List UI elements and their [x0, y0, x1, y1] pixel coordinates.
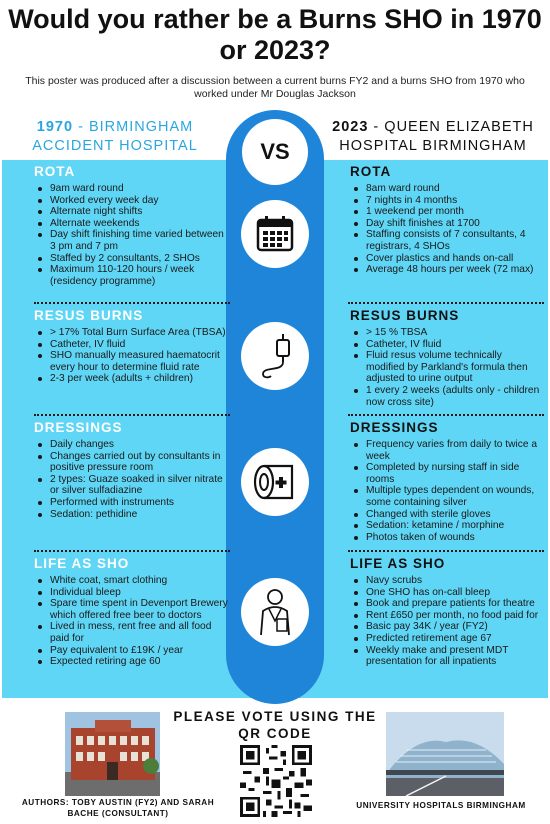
list-item: 9am ward round: [36, 183, 232, 195]
list-item: 1 weekend per month: [352, 206, 542, 218]
section-rota-1970: [36, 164, 232, 287]
section-resus-2023: [352, 308, 542, 408]
list-item: 2 types: Guaze soaked in silver nitrate or silver sulfadiazine: [36, 474, 232, 497]
list-item: Navy scrubs: [352, 575, 542, 587]
section-divider: [348, 302, 544, 304]
list-item: White coat, smart clothing: [36, 575, 232, 587]
list-item: Predicted retirement age 67: [352, 633, 542, 645]
year-2023: 2023: [332, 119, 369, 135]
list-item: Changes carried out by consultants in positive pressure room: [36, 451, 232, 474]
section-title: ROTA: [350, 164, 392, 179]
list-item: > 15 % TBSA: [352, 327, 542, 339]
section-life-2023: [352, 556, 542, 668]
list-item: > 17% Total Burn Surface Area (TBSA): [36, 327, 232, 339]
list-item: Individual bleep: [36, 587, 232, 599]
vs-badge: VS: [242, 119, 308, 185]
list-item: Cover plastics and hands on-call: [352, 253, 542, 265]
poster-subtitle: This poster was produced after a discussion between a current burns FY2 and a burns SHO from 1970 who worked under Mr Douglas Jackson: [25, 75, 525, 100]
list-item: Fluid resus volume technically modified by Parkland's formula then adjusted to urine output: [352, 350, 542, 385]
section-title: RESUS BURNS: [350, 308, 460, 323]
section-resus-1970: [36, 308, 232, 385]
queen-elizabeth-hospital-photo: [386, 712, 504, 796]
list-item: Maximum 110-120 hours / week (residency programme): [36, 264, 232, 287]
vote-call-to-action: PLEASE VOTE USING THE QR CODE: [173, 709, 377, 741]
birmingham-accident-hospital-photo: [65, 712, 160, 796]
list-item: Day shift finishing time varied between 3 pm and 7 pm: [36, 229, 232, 252]
iv-drip-icon: [241, 322, 309, 390]
list-item: SHO manually measured haematocrit every hour to determine fluid rate: [36, 350, 232, 373]
list-item: Lived in mess, rent free and all food paid for: [36, 621, 232, 644]
list-item: Weekly make and present MDT presentation for all inpatients: [352, 645, 542, 668]
section-divider: [34, 302, 230, 304]
list-item: Pay equivalent to £19K / year: [36, 645, 232, 657]
list-item: Staffing consists of 7 consultants, 4 registrars, 4 SHOs: [352, 229, 542, 252]
section-divider: [348, 550, 544, 552]
list-item: Alternate weekends: [36, 218, 232, 230]
list-item: 2-3 per week (adults + children): [36, 373, 232, 385]
bandage-icon: [241, 448, 309, 516]
section-title: ROTA: [34, 164, 76, 179]
list-item: Basic pay 34K / year (FY2): [352, 621, 542, 633]
section-divider: [34, 550, 230, 552]
section-divider: [34, 414, 230, 416]
list-item: Daily changes: [36, 439, 232, 451]
list-item: Catheter, IV fluid: [36, 339, 232, 351]
list-item: Completed by nursing staff in side rooms: [352, 462, 542, 485]
doctor-icon: [241, 578, 309, 646]
list-item: Rent £650 per month, no food paid for: [352, 610, 542, 622]
column-heading-1970: [10, 118, 220, 156]
column-heading-2023: [320, 118, 546, 156]
list-item: Sedation: ketamine / morphine: [352, 520, 542, 532]
place-1970: - BIRMINGHAM ACCIDENT HOSPITAL: [32, 119, 198, 154]
poster-title: Would you rather be a Burns SHO in 1970 or 2023?: [8, 4, 542, 65]
list-item: Alternate night shifts: [36, 206, 232, 218]
qr-code[interactable]: [240, 745, 312, 817]
section-dressings-2023: [352, 420, 542, 543]
list-item: Staffed by 2 consultants, 2 SHOs: [36, 253, 232, 265]
calendar-icon: [241, 200, 309, 268]
authors-credit: AUTHORS: TOBY AUSTIN (FY2) AND SARAH BACHE (CONSULTANT): [21, 798, 215, 818]
list-item: 7 nights in 4 months: [352, 195, 542, 207]
list-item: 8am ward round: [352, 183, 542, 195]
list-item: Day shift finishes at 1700: [352, 218, 542, 230]
list-item: Frequency varies from daily to twice a week: [352, 439, 542, 462]
list-item: Multiple types dependent on wounds, some containing silver: [352, 485, 542, 508]
list-item: Spare time spent in Devenport Brewery which offered free beer to doctors: [36, 598, 232, 621]
list-item: Sedation: pethidine: [36, 509, 232, 521]
section-dressings-1970: [36, 420, 232, 520]
list-item: Changed with sterile gloves: [352, 509, 542, 521]
section-divider: [348, 414, 544, 416]
section-title: LIFE AS SHO: [350, 556, 446, 571]
list-item: 1 every 2 weeks (adults only - children now cross site): [352, 385, 542, 408]
list-item: Worked every week day: [36, 195, 232, 207]
section-title: LIFE AS SHO: [34, 556, 130, 571]
section-title: DRESSINGS: [350, 420, 439, 435]
list-item: Performed with instruments: [36, 497, 232, 509]
list-item: Expected retiring age 60: [36, 656, 232, 668]
list-item: Book and prepare patients for theatre: [352, 598, 542, 610]
section-life-1970: [36, 556, 232, 668]
list-item: Photos taken of wounds: [352, 532, 542, 544]
list-item: One SHO has on-call bleep: [352, 587, 542, 599]
section-title: RESUS BURNS: [34, 308, 144, 323]
section-rota-2023: [352, 164, 542, 276]
list-item: Catheter, IV fluid: [352, 339, 542, 351]
place-2023: - QUEEN ELIZABETH HOSPITAL BIRMINGHAM: [339, 119, 534, 154]
section-title: DRESSINGS: [34, 420, 123, 435]
year-1970: 1970: [36, 119, 74, 135]
organisation-name: UNIVERSITY HOSPITALS BIRMINGHAM: [356, 801, 526, 810]
list-item: Average 48 hours per week (72 max): [352, 264, 542, 276]
